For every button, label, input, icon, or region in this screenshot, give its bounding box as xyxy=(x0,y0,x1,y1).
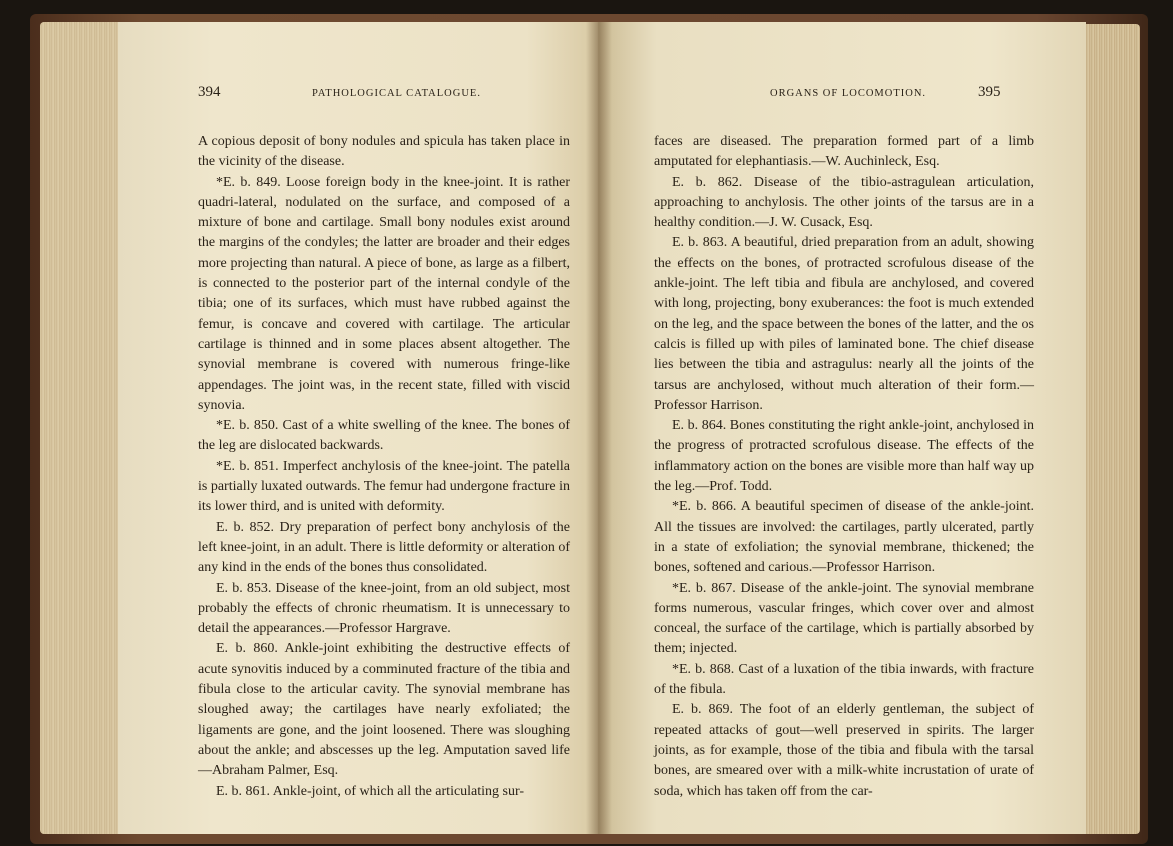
paragraph: A copious deposit of bony nodules and spicula has taken place in the vicinity of the disease. xyxy=(198,134,570,170)
right-text-block xyxy=(654,132,1034,802)
paragraph: E. b. 860. Ankle-joint exhibiting the destructive effects of acute synovitis induced by a comminuted fracture of the tibia and fibula close to the articular cavity. The synovial membrane has sloughed away; the cartilages have nearly exfoliated; the ligaments are gone, and the joint loosened. There was sloughing about the ankle; and abscesses up the leg. Amputation saved life—Abraham Palmer, Esq. xyxy=(198,641,570,779)
paragraph: *E. b. 851. Imperfect anchylosis of the knee-joint. The patella is partially luxated outwards. The femur had undergone fracture in its lower third, and is united with deformity. xyxy=(198,458,570,515)
running-head: PATHOLOGICAL CATALOGUE. xyxy=(312,88,481,99)
page-edges-left xyxy=(40,22,130,834)
paragraph: *E. b. 867. Disease of the ankle-joint. The synovial membrane forms numerous, vascular fringes, which cover over and almost conceal, the surface of the cartilage, which is partially absorbed by them; injected. xyxy=(654,580,1034,657)
left-text-block xyxy=(198,132,570,802)
page-number: 394 xyxy=(198,84,221,100)
right-page xyxy=(598,22,1086,834)
paragraph: *E. b. 866. A beautiful specimen of disease of the ankle-joint. All the tissues are involved: the cartilages, partly ulcerated, partly in a state of exfoliation; the synovial membrane, thickened; the bones, softened and carious.—Professor Harrison. xyxy=(654,499,1034,576)
book-gutter xyxy=(586,22,612,834)
paragraph: E. b. 861. Ankle-joint, of which all the articulating sur- xyxy=(216,783,525,799)
paragraph: *E. b. 868. Cast of a luxation of the tibia inwards, with fracture of the fibula. xyxy=(654,661,1034,698)
paragraph: E. b. 852. Dry preparation of perfect bony anchylosis of the left knee-joint, in an adult. There is little deformity or alteration of any kind in the ends of the bones thus consolidated. xyxy=(198,519,570,576)
left-page xyxy=(118,22,598,834)
paragraph: faces are diseased. The preparation formed part of a limb amputated for elephantiasis.—W. Auchinleck, Esq. xyxy=(654,134,1034,170)
paragraph: E. b. 864. Bones constituting the right ankle-joint, anchylosed in the progress of protracted scrofulous disease. The effects of the inflammatory action on the bones are visible more than half way up the leg.—Prof. Todd. xyxy=(654,418,1034,495)
page-number: 395 xyxy=(978,84,1001,100)
page-edges-right xyxy=(1080,24,1140,834)
paragraph: *E. b. 850. Cast of a white swelling of the knee. The bones of the leg are dislocated backwards. xyxy=(198,418,570,454)
paragraph: E. b. 853. Disease of the knee-joint, from an old subject, most probably the effects of chronic rheumatism. It is unnecessary to detail the appearances.—Professor Hargrave. xyxy=(198,580,570,637)
paragraph: *E. b. 849. Loose foreign body in the knee-joint. It is rather quadri-lateral, nodulated on the surface, and composed of a mixture of bone and cartilage. Small bony nodules exist around the margins of the condyles; the latter are broader and their edges more projecting than natural. A piece of bone, as large as a filbert, is connected to the posterior part of the internal condyle of the tibia; one of its surfaces, which must have rubbed against the femur, is concave and covered with cartilage. The articular cartilage is thinned and in some places absent altogether. The synovial membrane is covered with numerous fringe-like appendages. The joint was, in the recent state, filled with viscid synovia. xyxy=(198,174,570,413)
paragraph: E. b. 863. A beautiful, dried preparation from an adult, showing the effects on the bones, of protracted scrofulous disease of the ankle-joint. The left tibia and fibula are anchylosed, and covered with long, projecting, bony exuberances: the foot is much extended on the leg, and the space between the bones of the latter, and the os calcis is filled up with piles of laminated bone. The chief disease lies between the tibia and astragulus: nearly all the joints of the tarsus are anchylosed, without much alteration of their form.—Professor Harrison. xyxy=(654,235,1034,413)
running-head: ORGANS OF LOCOMOTION. xyxy=(770,88,927,99)
paragraph: E. b. 862. Disease of the tibio-astragulean articulation, approaching to anchylosis. The other joints of the tarsus are in a healthy condition.—J. W. Cusack, Esq. xyxy=(654,174,1034,231)
paragraph: E. b. 869. The foot of an elderly gentleman, the subject of repeated attacks of gout—well preserved in spirits. The larger joints, as for example, those of the tibia and fibula with the tarsal bones, are smeared over with a milk-white incrustation of urate of soda, which has taken off from the car- xyxy=(654,702,1034,799)
